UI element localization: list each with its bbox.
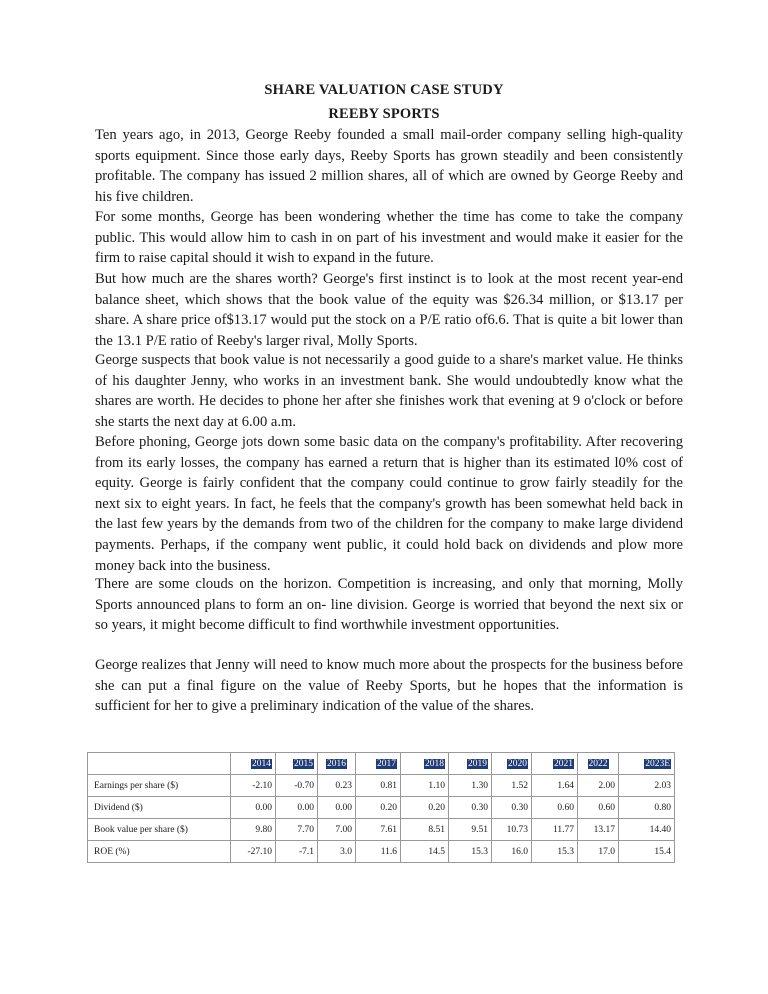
year-header: 2015 (276, 753, 318, 775)
table-cell: -27.10 (231, 841, 276, 863)
year-header: 2021 (532, 753, 578, 775)
table-header-row (88, 753, 675, 775)
table-cell: 14.5 (401, 841, 449, 863)
table-cell: 14.40 (619, 819, 675, 841)
financial-data-table (87, 752, 675, 863)
year-header: 2014 (231, 753, 276, 775)
table-cell: 0.00 (318, 797, 356, 819)
table-cell: 10.73 (492, 819, 532, 841)
table-cell: 9.80 (231, 819, 276, 841)
table-row (88, 841, 675, 863)
table-cell: 1.64 (532, 775, 578, 797)
table-cell: 1.30 (449, 775, 492, 797)
table-cell: 3.0 (318, 841, 356, 863)
table-cell: 0.60 (532, 797, 578, 819)
table-cell: 1.52 (492, 775, 532, 797)
table-cell: 0.30 (492, 797, 532, 819)
table-cell: 0.60 (578, 797, 619, 819)
table-cell: 0.80 (619, 797, 675, 819)
table-cell: 0.20 (401, 797, 449, 819)
year-header: 2017 (356, 753, 401, 775)
paragraph-conclusion: George realizes that Jenny will need to know much more about the prospects for the business before she can put a final figure on the value of Reeby Sports, but he hopes that the information is sufficient for her to give a preliminary indication of the value of the shares. (95, 657, 683, 715)
table-cell: -7.1 (276, 841, 318, 863)
table-cell: 17.0 (578, 841, 619, 863)
year-header: 2022 (578, 753, 619, 775)
row-label: ROE (%) (88, 841, 231, 863)
table-cell: 0.30 (449, 797, 492, 819)
table-cell: 7.00 (318, 819, 356, 841)
table-cell: 15.4 (619, 841, 675, 863)
year-header: 2019 (449, 753, 492, 775)
table-cell: 13.17 (578, 819, 619, 841)
table-cell: 2.03 (619, 775, 675, 797)
document-title: SHARE VALUATION CASE STUDY (264, 82, 504, 98)
table-cell: 0.81 (356, 775, 401, 797)
table-cell: 16.0 (492, 841, 532, 863)
table-row (88, 797, 675, 819)
table-cell: 0.20 (356, 797, 401, 819)
table-cell: 0.00 (231, 797, 276, 819)
table-cell: 0.23 (318, 775, 356, 797)
paragraph-going-public: For some months, George has been wondering whether the time has come to take the company public. This would allow him to cash in on part of his investment and would make it easier for the firm to raise capital should it wish to expand in the future. (95, 209, 683, 267)
table-cell: 7.70 (276, 819, 318, 841)
table-cell: 2.00 (578, 775, 619, 797)
row-label: Book value per share ($) (88, 819, 231, 841)
table-cell: 15.3 (532, 841, 578, 863)
table-cell: 7.61 (356, 819, 401, 841)
table-cell: 11.6 (356, 841, 401, 863)
table-cell: -0.70 (276, 775, 318, 797)
table-cell: 15.3 (449, 841, 492, 863)
paragraph-intro: Ten years ago, in 2013, George Reeby founded a small mail-order company selling high-quality sports equipment. Since those early days, Reeby Sports has grown steadily and been consistently profitable. The company has issued 2 million shares, all of which are owned by George Reeby and his five children. (95, 127, 683, 205)
year-header: 2023E (619, 753, 675, 775)
table-row (88, 775, 675, 797)
table-row (88, 819, 675, 841)
table-cell: 9.51 (449, 819, 492, 841)
year-header: 2016 (318, 753, 356, 775)
table-cell: 11.77 (532, 819, 578, 841)
table-cell: 0.00 (276, 797, 318, 819)
table-cell: 8.51 (401, 819, 449, 841)
year-header: 2018 (401, 753, 449, 775)
document-subtitle: REEBY SPORTS (328, 106, 440, 122)
table-cell: 1.10 (401, 775, 449, 797)
year-header: 2020 (492, 753, 532, 775)
row-label: Earnings per share ($) (88, 775, 231, 797)
paragraph-share-worth: But how much are the shares worth? George's first instinct is to look at the most recent year-end balance sheet, which shows that the book value of the equity was $26.34 million, or $13.17 per share. A share price of$13.17 would put the stock on a P/E ratio of6.6. That is quite a bit lower than the 13.1 P/E ratio of Reeby's larger rival, Molly Sports. (95, 271, 683, 349)
paragraph-competition: There are some clouds on the horizon. Competition is increasing, and only that morning, Molly Sports announced plans to form an on- line division. George is worried that beyond the next six or so years, it might become difficult to find worthwhile investment opportunities. (95, 576, 683, 634)
table-cell: -2.10 (231, 775, 276, 797)
paragraph-profitability: Before phoning, George jots down some basic data on the company's profitability. After recovering from its early losses, the company has earned a return that is higher than its estimated l0% cost of equity. George is fairly confident that the company could continue to grow fairly steadily for the next six to eight years. In fact, he feels that the company's growth has been somewhat held back in the last few years by the demands from two of the children for the company to make large dividend payments. Perhaps, if the company went public, it could hold back on dividends and plow more money back into the business. (95, 434, 683, 574)
paragraph-book-value: George suspects that book value is not necessarily a good guide to a share's market value. He thinks of his daughter Jenny, who works in an investment bank. She would undoubtedly know what the shares are worth. He decides to phone her after she finishes work that evening at 9 o'clock or before she starts the next day at 6.00 a.m. (95, 352, 683, 430)
row-label: Dividend ($) (88, 797, 231, 819)
header-empty-cell (88, 753, 231, 775)
